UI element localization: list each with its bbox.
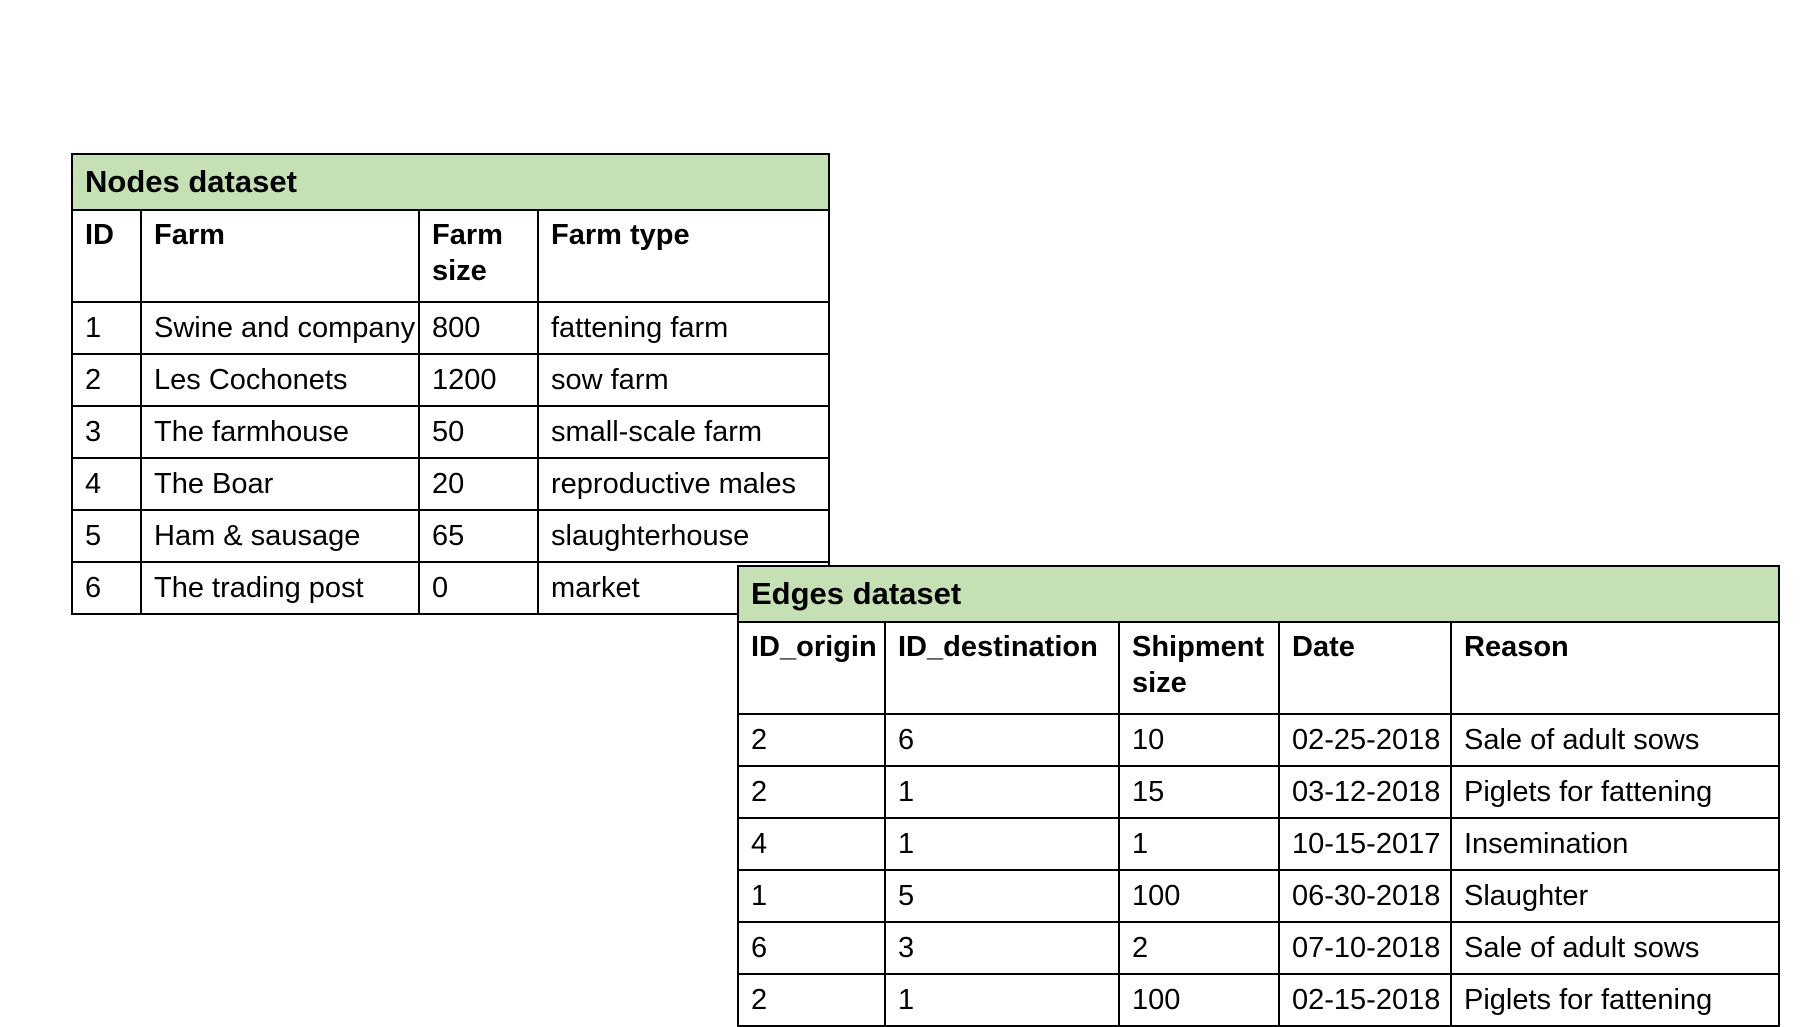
- edges-cell-id-origin: 4: [738, 818, 885, 870]
- nodes-cell-farm-type: small-scale farm: [538, 406, 829, 458]
- nodes-cell-id: 1: [72, 302, 141, 354]
- edges-cell-id-destination: 3: [885, 922, 1119, 974]
- nodes-row: [72, 458, 829, 510]
- nodes-cell-farm-size: 1200: [419, 354, 538, 406]
- edges-cell-id-origin: 1: [738, 870, 885, 922]
- nodes-cell-farm-type: market: [538, 562, 829, 614]
- nodes-cell-farm: The farmhouse: [141, 406, 419, 458]
- edges-cell-date: 10-15-2017: [1279, 818, 1451, 870]
- edges-cell-date: 07-10-2018: [1279, 922, 1451, 974]
- edges-table-title: Edges dataset: [738, 566, 1779, 622]
- edges-cell-reason: Piglets for fattening: [1451, 766, 1779, 818]
- nodes-row: [72, 406, 829, 458]
- edges-title-row: [738, 566, 1779, 622]
- nodes-row: [72, 562, 829, 614]
- nodes-cell-farm: Ham & sausage: [141, 510, 419, 562]
- nodes-cell-farm: Les Cochonets: [141, 354, 419, 406]
- edges-cell-id-origin: 2: [738, 766, 885, 818]
- edges-cell-shipment-size: 10: [1119, 714, 1279, 766]
- edges-cell-id-origin: 2: [738, 974, 885, 1026]
- nodes-cell-farm: The trading post: [141, 562, 419, 614]
- edges-row: [738, 870, 1779, 922]
- edges-cell-id-destination: 5: [885, 870, 1119, 922]
- nodes-col-farm-type-header: Farm type: [538, 210, 829, 302]
- nodes-cell-farm-type: fattening farm: [538, 302, 829, 354]
- nodes-cell-farm-type: slaughterhouse: [538, 510, 829, 562]
- edges-cell-date: 03-12-2018: [1279, 766, 1451, 818]
- nodes-cell-farm-size: 65: [419, 510, 538, 562]
- nodes-cell-farm: The Boar: [141, 458, 419, 510]
- edges-row: [738, 766, 1779, 818]
- edges-row: [738, 974, 1779, 1026]
- nodes-cell-id: 6: [72, 562, 141, 614]
- nodes-row: [72, 302, 829, 354]
- edges-row: [738, 818, 1779, 870]
- edges-col-date-header: Date: [1279, 622, 1451, 714]
- edges-header-row: [738, 622, 1779, 714]
- edges-row: [738, 714, 1779, 766]
- edges-cell-reason: Piglets for fattening: [1451, 974, 1779, 1026]
- edges-cell-reason: Slaughter: [1451, 870, 1779, 922]
- edges-cell-id-destination: 1: [885, 974, 1119, 1026]
- edges-cell-id-destination: 6: [885, 714, 1119, 766]
- nodes-col-id-header: ID: [72, 210, 141, 302]
- edges-cell-shipment-size: 2: [1119, 922, 1279, 974]
- edges-cell-id-destination: 1: [885, 818, 1119, 870]
- edges-cell-id-origin: 6: [738, 922, 885, 974]
- edges-cell-id-destination: 1: [885, 766, 1119, 818]
- nodes-cell-farm-size: 50: [419, 406, 538, 458]
- nodes-cell-farm-size: 0: [419, 562, 538, 614]
- nodes-row: [72, 510, 829, 562]
- nodes-cell-farm-type: reproductive males: [538, 458, 829, 510]
- nodes-cell-farm-size: 800: [419, 302, 538, 354]
- edges-row: [738, 922, 1779, 974]
- nodes-cell-id: 2: [72, 354, 141, 406]
- edges-col-id-destination-header: ID_destination: [885, 622, 1119, 714]
- nodes-table-title: Nodes dataset: [72, 154, 829, 210]
- nodes-cell-farm-size: 20: [419, 458, 538, 510]
- nodes-cell-id: 5: [72, 510, 141, 562]
- nodes-cell-id: 3: [72, 406, 141, 458]
- edges-cell-shipment-size: 15: [1119, 766, 1279, 818]
- nodes-table: [71, 153, 830, 615]
- edges-cell-date: 02-25-2018: [1279, 714, 1451, 766]
- edges-table: [737, 565, 1780, 1027]
- nodes-title-row: [72, 154, 829, 210]
- edges-cell-date: 02-15-2018: [1279, 974, 1451, 1026]
- edges-cell-shipment-size: 100: [1119, 974, 1279, 1026]
- nodes-row: [72, 354, 829, 406]
- nodes-cell-id: 4: [72, 458, 141, 510]
- nodes-header-row: [72, 210, 829, 302]
- edges-col-shipment-size-header: Shipment size: [1119, 622, 1279, 714]
- nodes-col-farm-header: Farm: [141, 210, 419, 302]
- nodes-cell-farm-type: sow farm: [538, 354, 829, 406]
- nodes-cell-farm: Swine and company: [141, 302, 419, 354]
- edges-col-id-origin-header: ID_origin: [738, 622, 885, 714]
- edges-cell-shipment-size: 1: [1119, 818, 1279, 870]
- edges-cell-id-origin: 2: [738, 714, 885, 766]
- edges-cell-shipment-size: 100: [1119, 870, 1279, 922]
- edges-cell-reason: Sale of adult sows: [1451, 922, 1779, 974]
- edges-col-reason-header: Reason: [1451, 622, 1779, 714]
- edges-cell-reason: Insemination: [1451, 818, 1779, 870]
- edges-cell-reason: Sale of adult sows: [1451, 714, 1779, 766]
- nodes-col-farm-size-header: Farm size: [419, 210, 538, 302]
- edges-cell-date: 06-30-2018: [1279, 870, 1451, 922]
